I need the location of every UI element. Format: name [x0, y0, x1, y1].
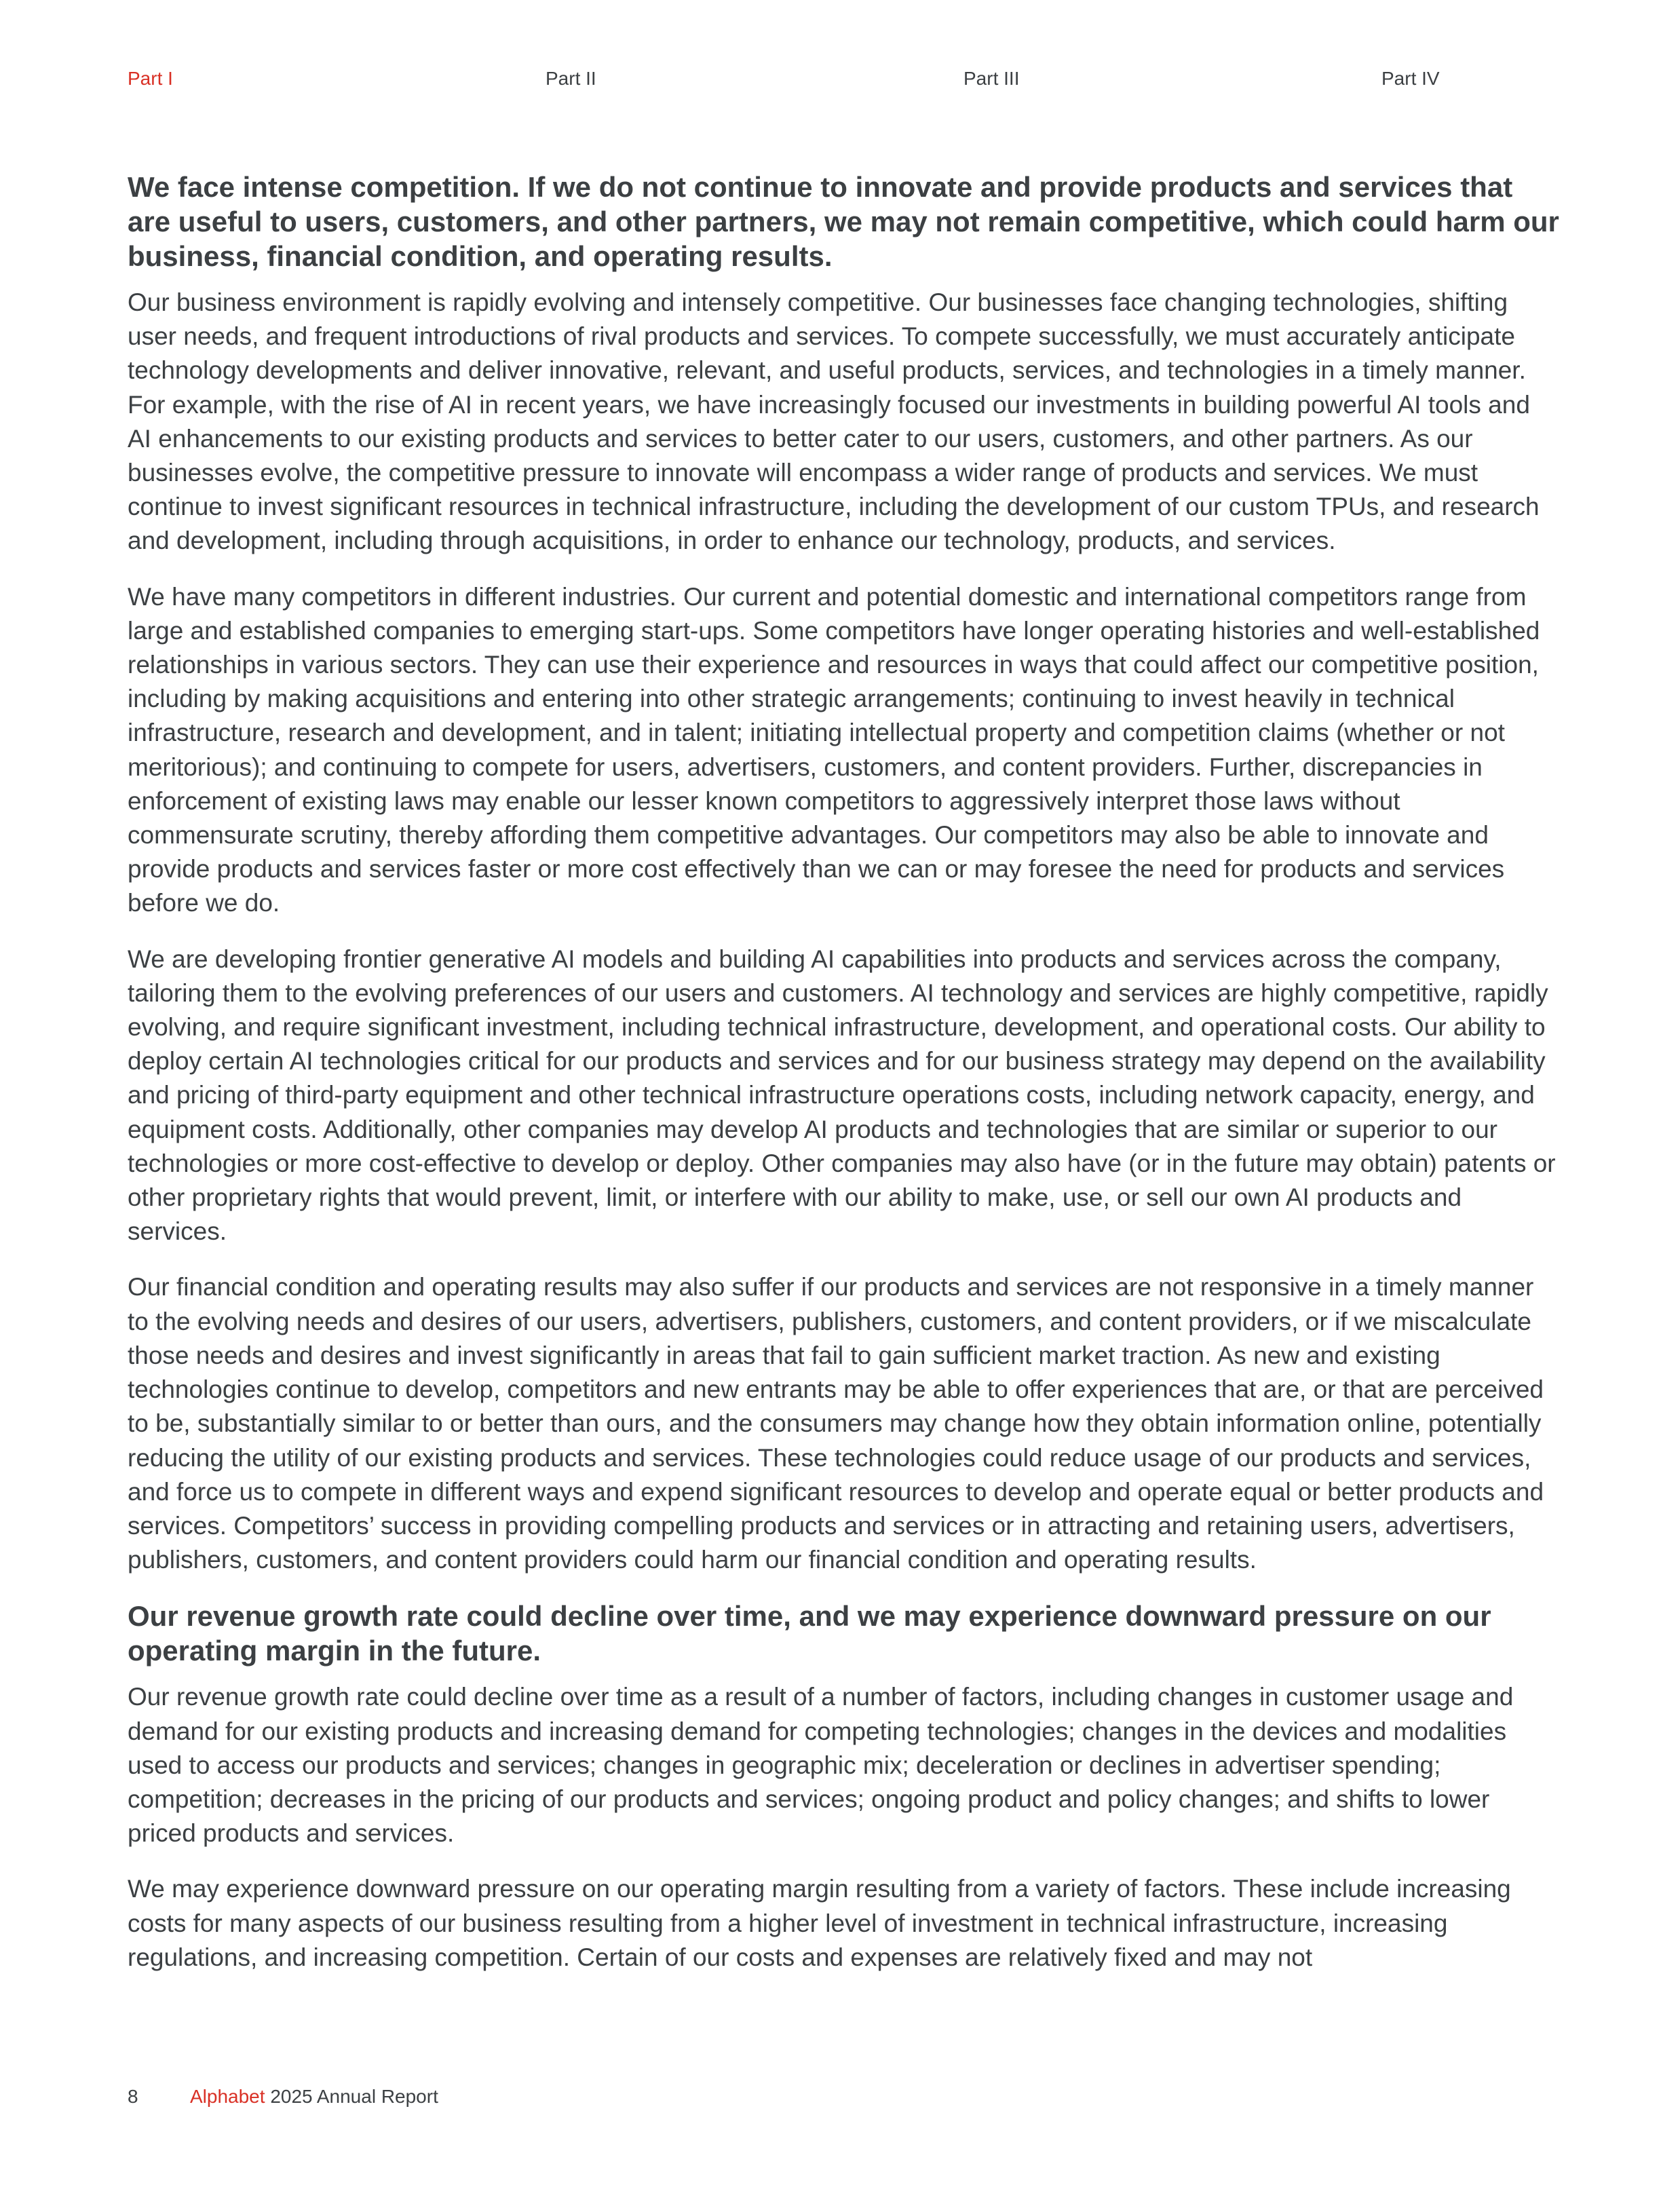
- section-revenue-growth: [128, 1599, 1559, 1975]
- report-title: 2025 Annual Report: [270, 2086, 438, 2107]
- paragraph: Our revenue growth rate could decline over time as a result of a number of factors, including changes in customer usage and demand for our existing products and increasing demand for competing technologies; changes in the devices and modalities used to access our products and services; changes in geographic mix; deceleration or declines in advertiser spending; competition; decreases in the pricing of our products and services; ongoing product and policy changes; and shifts to lower priced products and services.: [128, 1683, 1514, 1848]
- nav-part-1-link[interactable]: Part I: [128, 68, 173, 89]
- nav-part-4-link[interactable]: Part IV: [1381, 68, 1440, 89]
- section-heading: Our revenue growth rate could decline over time, and we may experience downward pressure on our operating margin in the future.: [128, 1600, 1491, 1667]
- paragraph: Our business environment is rapidly evolving and intensely competitive. Our businesses face changing technologies, shifting user needs, and frequent introductions of rival products and services. To compete successfully, we must accurately anticipate technology developments and deliver innovative, relevant, and useful products, services, and technologies in a timely manner. For example, with the rise of AI in recent years, we have increasingly focused our investments in building powerful AI tools and AI enhancements to our existing products and services to better cater to our users, customers, and other partners. As our businesses evolve, the competitive pressure to innovate will encompass a wider range of products and services. We must continue to invest significant resources in technical infrastructure, including the development of our custom TPUs, and research and development, including through acquisitions, in order to enhance our technology, products, and services.: [128, 288, 1540, 555]
- paragraph: We have many competitors in different industries. Our current and potential domestic and international competitors range from large and established companies to emerging start-ups. Some competitors have longer operating histories and well-established relationships in various sectors. They can use their experience and resources in ways that could affect our competitive position, including by making acquisitions and entering into other strategic arrangements; continuing to invest heavily in technical infrastructure, research and development, and in talent; initiating intellectual property and competition claims (whether or not meritorious); and continuing to compete for users, advertisers, customers, and content providers. Further, discrepancies in enforcement of existing laws may enable our lesser known competitors to aggressively interpret those laws without commensurate scrutiny, thereby affording them competitive advantages. Our competitors may also be able to innovate and provide products and services faster or more cost effectively than we can or may foresee the need for products and services before we do.: [128, 582, 1540, 917]
- section-competition: [128, 170, 1559, 1577]
- nav-part-3-link[interactable]: Part III: [963, 68, 1020, 89]
- paragraph: Our financial condition and operating results may also suffer if our products and services are not responsive in a timely manner to the evolving needs and desires of our users, advertisers, publishers, customers, and content providers, or if we miscalculate those needs and desires and invest significantly in areas that fail to gain sufficient market traction. As new and existing technologies continue to develop, competitors and new entrants may be able to offer experiences that are, or that are perceived to be, substantially similar to or better than ours, and the consumers may change how they obtain information online, potentially reducing the utility of our existing products and services. These technologies could reduce usage of our products and services, and force us to compete in different ways and expend significant resources to develop and operate equal or better products and services. Competitors’ success in providing compelling products and services or in attracting and retaining users, advertisers, publishers, customers, and content providers could harm our financial condition and operating results.: [128, 1273, 1544, 1574]
- nav-part-2-link[interactable]: Part II: [546, 68, 596, 89]
- page-footer: [128, 2083, 438, 2110]
- brand-name: Alphabet: [190, 2086, 265, 2107]
- document-body: [128, 170, 1559, 1996]
- page-number: 8: [128, 2086, 138, 2107]
- paragraph: We may experience downward pressure on our operating margin resulting from a variety of factors. These include increasing costs for many aspects of our business resulting from a higher level of investment in technical infrastructure, increasing regulations, and increasing competition. Certain of our costs and expenses are relatively fixed and may not: [128, 1875, 1511, 1971]
- paragraph: We are developing frontier generative AI models and building AI capabilities into products and services across the company, tailoring them to the evolving preferences of our users and customers. AI technology and services are highly competitive, rapidly evolving, and require significant investment, including technical infrastructure, development, and operational costs. Our ability to deploy certain AI technologies critical for our products and services and for our business strategy may depend on the availability and pricing of third-party equipment and other technical infrastructure operations costs, including network capacity, energy, and equipment costs. Additionally, other companies may develop AI products and technologies that are similar or superior to our technologies or more cost-effective to develop or deploy. Other companies may also have (or in the future may obtain) patents or other proprietary rights that would prevent, limit, or interfere with our ability to make, use, or sell our own AI products and services.: [128, 945, 1556, 1246]
- section-heading: We face intense competition. If we do not continue to innovate and provide products and services that are useful to users, customers, and other partners, we may not remain competitive, which could harm our business, financial condition, and operating results.: [128, 171, 1559, 272]
- part-navigation: [128, 65, 1552, 92]
